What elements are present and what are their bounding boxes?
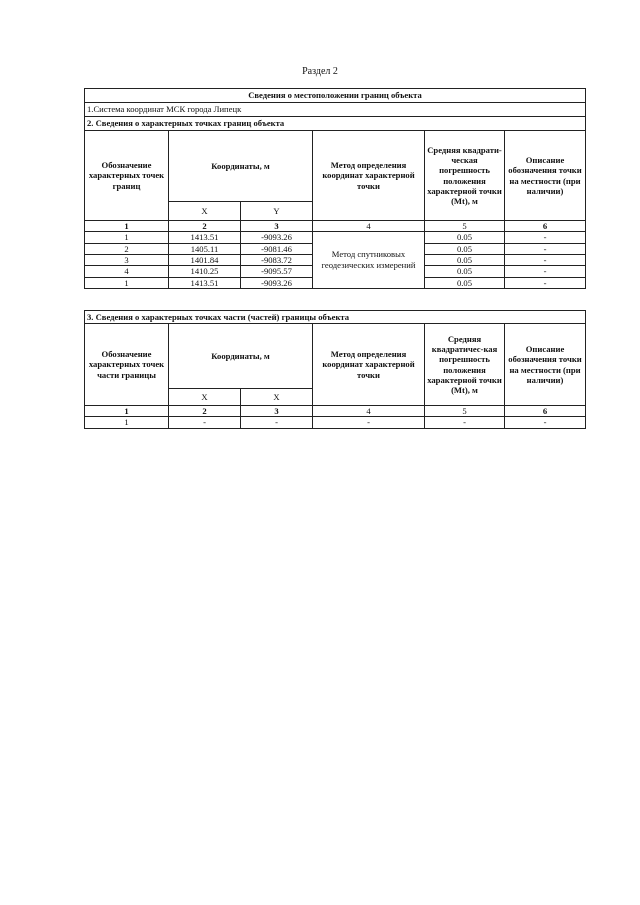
table-row xyxy=(85,232,586,243)
col-number: 5 xyxy=(425,221,505,232)
description-value: - xyxy=(505,417,586,428)
method-value: - xyxy=(313,417,425,428)
coord-y: -9081.46 xyxy=(241,243,313,254)
error-value: 0.05 xyxy=(425,277,505,288)
coord-y: -9083.72 xyxy=(241,254,313,265)
coord-y: -9095.57 xyxy=(241,266,313,277)
col-number: 2 xyxy=(169,221,241,232)
col-number: 3 xyxy=(241,221,313,232)
header-error: Средняя квадрати-ческая погрешность положения характерной точки (Mt), м xyxy=(425,131,505,221)
main-title: Сведения о местоположении границ объекта xyxy=(85,89,586,103)
header-desc: Описание обозначения точки на местности (при наличии) xyxy=(505,131,586,221)
point-id: 4 xyxy=(85,266,169,277)
coord-x: 1405.11 xyxy=(169,243,241,254)
col-number: 4 xyxy=(313,406,425,417)
col-number: 5 xyxy=(425,406,505,417)
table-row xyxy=(85,417,586,428)
header-point: Обозначение характерных точек границ xyxy=(85,131,169,221)
point-id: 3 xyxy=(85,254,169,265)
coordinate-system: 1.Система координат МСК города Липецк xyxy=(85,103,586,117)
coord-y: -9093.26 xyxy=(241,277,313,288)
coord-x: 1413.51 xyxy=(169,232,241,243)
part3-title: 3. Сведения о характерных точках части (частей) границы объекта xyxy=(85,311,586,324)
description-value: - xyxy=(505,243,586,254)
error-value: 0.05 xyxy=(425,232,505,243)
header-method: Метод определения координат характерной точки xyxy=(313,131,425,221)
col-number: 2 xyxy=(169,406,241,417)
coord-x: - xyxy=(169,417,241,428)
point-id: 1 xyxy=(85,232,169,243)
header-x: X xyxy=(241,389,313,406)
coord-x: 1401.84 xyxy=(169,254,241,265)
coord-x: 1413.51 xyxy=(169,277,241,288)
description-value: - xyxy=(505,254,586,265)
point-id: 1 xyxy=(85,417,169,428)
coord-y: - xyxy=(241,417,313,428)
coord-y: -9093.26 xyxy=(241,232,313,243)
description-value: - xyxy=(505,232,586,243)
header-x: X xyxy=(169,389,241,406)
header-point: Обозначение характерных точек части границы xyxy=(85,324,169,406)
header-x: X xyxy=(169,202,241,221)
header-desc: Описание обозначения точки на местности (при наличии) xyxy=(505,324,586,406)
error-value: 0.05 xyxy=(425,266,505,277)
section-title: Раздел 2 xyxy=(302,66,338,77)
header-coords: Координаты, м xyxy=(169,131,313,202)
point-id: 2 xyxy=(85,243,169,254)
description-value: - xyxy=(505,277,586,288)
error-value: 0.05 xyxy=(425,243,505,254)
description-value: - xyxy=(505,266,586,277)
header-coords: Координаты, м xyxy=(169,324,313,389)
col-number: 6 xyxy=(505,406,586,417)
header-y: Y xyxy=(241,202,313,221)
point-id: 1 xyxy=(85,277,169,288)
col-number: 4 xyxy=(313,221,425,232)
boundary-points-table xyxy=(84,88,586,289)
part-boundary-points-table xyxy=(84,310,586,429)
header-method: Метод определения координат характерной точки xyxy=(313,324,425,406)
error-value: 0.05 xyxy=(425,254,505,265)
header-error: Средняя квадратичес-кая погрешность положения характерной точки (Mt), м xyxy=(425,324,505,406)
col-number: 1 xyxy=(85,221,169,232)
column-numbers-row xyxy=(85,221,586,232)
col-number: 6 xyxy=(505,221,586,232)
part2-title: 2. Сведения о характерных точках границ объекта xyxy=(85,117,586,131)
column-numbers-row xyxy=(85,406,586,417)
error-value: - xyxy=(425,417,505,428)
col-number: 3 xyxy=(241,406,313,417)
method-value: Метод спутниковых геодезических измерений xyxy=(313,232,425,289)
col-number: 1 xyxy=(85,406,169,417)
coord-x: 1410.25 xyxy=(169,266,241,277)
